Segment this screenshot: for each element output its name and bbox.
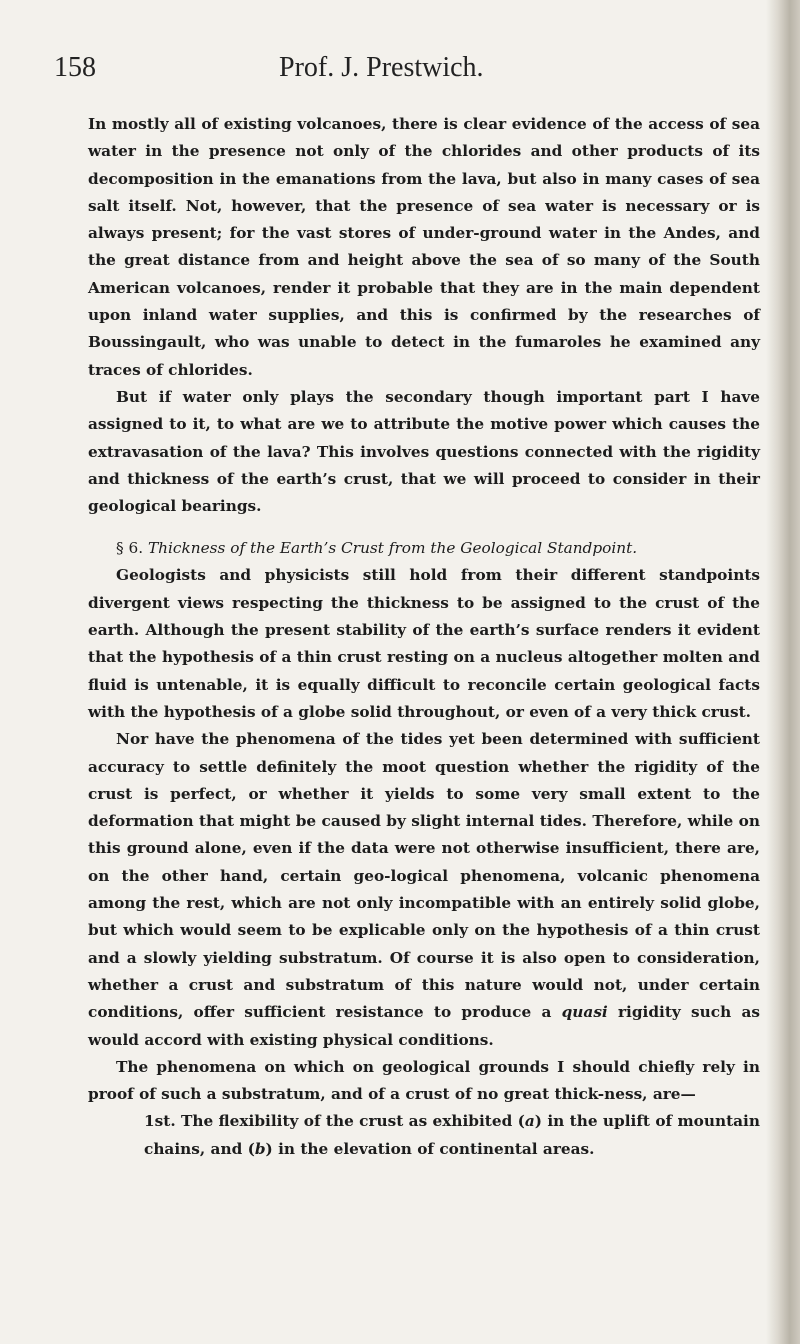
paragraph-3: Geologists and physicists still hold from their different standpoints divergent views respecting the thickness to be assigned to the crust of the earth. Although the present stability of the earth’s surface renders it evident that the hypothesis of a thin crust resting on a nucleus altogether molten and fluid is untenable, it is equally difficult to reconcile certain geological facts with the hypothesis of a globe solid throughout, or even of a very thick crust. (88, 566, 760, 721)
paragraph-4-text-b: rigidity such as would accord with existing physical conditions. (88, 1003, 760, 1049)
paragraph-1: In mostly all of existing volcanoes, there is clear evidence of the access of sea water in the presence not only of the chlorides and other products of its decomposition in the emanations from the lava, but also in many cases of sea salt itself. Not, however, that the presence of sea water is necessary or is always present; for the vast stores of under-ground water in the Andes, and the great distance from and height above the sea of so many of the South American volcanoes, render it probable that they are in the main dependent upon inland water supplies, and this is confirmed by the researches of Boussingault, who was unable to detect in the fumaroles he examined any traces of chlorides. (88, 115, 760, 379)
section-number: § 6. (116, 539, 144, 558)
paragraph-2: But if water only plays the secondary though important part I have assigned to it, to what are we to attribute the motive power which causes the extravasation of the lava? This involves questions connected with the rigidity and thickness of the earth’s crust, that we will proceed to consider in their geological bearings. (88, 387, 760, 516)
list-item-1-letter-b: b (254, 1139, 266, 1158)
page-header (54, 52, 754, 92)
list-item-1-text-a: 1st. The flexibility of the crust as exhibited ( (144, 1112, 525, 1131)
running-head: Prof. J. Prestwich. (279, 52, 484, 83)
section-title: Thickness of the Earth’s Crust from the Geological Standpoint. (147, 539, 638, 558)
body-text (88, 111, 760, 1163)
paragraph-5: The phenomena on which on geological grounds I should chiefly rely in proof of such a substratum, and of a crust of no great thick-ness, are— (88, 1057, 760, 1104)
list-item-1-text-b: ) in the uplift of mountain chains, and ( (144, 1112, 760, 1158)
quasi-italic: quasi (561, 1003, 608, 1022)
section-heading (88, 534, 760, 562)
list-item-1 (88, 1108, 760, 1163)
list-item-1-text-c: ) in the elevation of continental areas. (265, 1139, 595, 1158)
list-item-1-letter-a: a (524, 1112, 535, 1131)
paragraph-4 (88, 726, 760, 1054)
paragraph-4-text-a: Nor have the phenomena of the tides yet been determined with sufficient accuracy to settle definitely the moot question whether the rigidity of the crust is perfect, or whether it yields to some very small extent to the deformation that might be caused by slight internal tides. Therefore, while on this ground alone, even if the data were not otherwise insufficient, there are, on the other hand, certain geo-logical phenomena, volcanic phenomena among the rest, which are not only incompatible with an entirely solid globe, but which would seem to be explicable only on the hypothesis of a thin crust and a slowly yielding substratum. Of course it is also open to consideration, whether a crust and substratum of this nature would not, under certain conditions, offer sufficient resistance to produce a (88, 730, 760, 1022)
page-number: 158 (54, 52, 96, 83)
page-edge-shadow (766, 0, 800, 1344)
